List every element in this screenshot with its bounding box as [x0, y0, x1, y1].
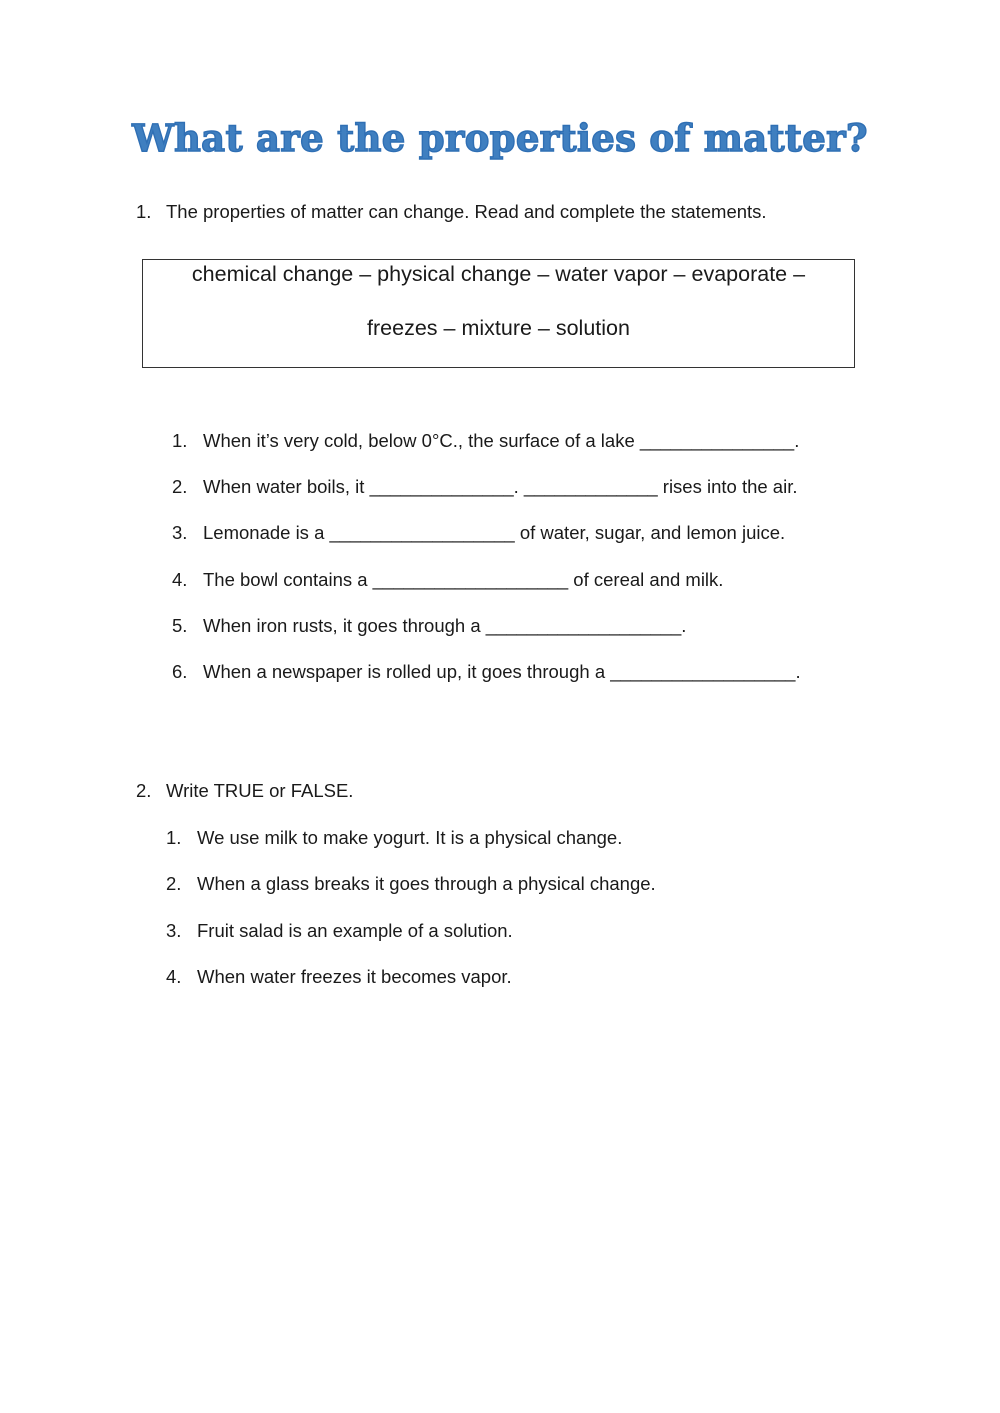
item-number: 1.	[172, 430, 188, 451]
section-1-text: The properties of matter can change. Read and complete the statements.	[166, 201, 767, 222]
fill-blank-item	[172, 569, 723, 591]
section-1-instruction	[136, 201, 767, 223]
true-false-item	[166, 966, 512, 988]
word-bank	[142, 259, 855, 368]
section-2-instruction	[136, 780, 353, 802]
item-text: When a glass breaks it goes through a physical change.	[197, 873, 656, 894]
true-false-item	[166, 873, 656, 895]
word-bank-line-1: chemical change – physical change – water vapor – evaporate –	[191, 262, 806, 286]
item-text: When water boils, it ______________. _____________ rises into the air.	[203, 476, 798, 497]
fill-blank-item	[172, 615, 686, 637]
fill-blank-item	[172, 476, 797, 498]
item-number: 3.	[172, 522, 188, 543]
true-false-item	[166, 920, 513, 942]
item-number: 5.	[172, 615, 188, 636]
item-text: The bowl contains a ___________________ of cereal and milk.	[203, 569, 724, 590]
item-text: When water freezes it becomes vapor.	[197, 966, 512, 987]
section-2-text: Write TRUE or FALSE.	[166, 780, 354, 801]
fill-blank-item	[172, 661, 801, 683]
item-number: 3.	[166, 920, 182, 941]
section-2-number: 2.	[136, 780, 152, 801]
word-bank-line-2: freezes – mixture – solution	[367, 316, 630, 340]
fill-blank-item	[172, 430, 799, 452]
item-number: 4.	[172, 569, 188, 590]
item-text: Fruit salad is an example of a solution.	[197, 920, 513, 941]
item-text: When iron rusts, it goes through a ___________________.	[203, 615, 687, 636]
item-text: When a newspaper is rolled up, it goes through a __________________.	[203, 661, 801, 682]
item-number: 1.	[166, 827, 182, 848]
item-text: Lemonade is a __________________ of water, sugar, and lemon juice.	[203, 522, 786, 543]
section-1-number: 1.	[136, 201, 152, 222]
fill-blank-item	[172, 522, 785, 544]
page-title: What are the properties of matter?	[132, 116, 868, 160]
true-false-item	[166, 827, 622, 849]
item-number: 6.	[172, 661, 188, 682]
item-text: When it’s very cold, below 0°C., the surface of a lake _______________.	[203, 430, 800, 451]
item-number: 2.	[166, 873, 182, 894]
item-text: We use milk to make yogurt. It is a physical change.	[197, 827, 623, 848]
item-number: 2.	[172, 476, 188, 497]
item-number: 4.	[166, 966, 182, 987]
